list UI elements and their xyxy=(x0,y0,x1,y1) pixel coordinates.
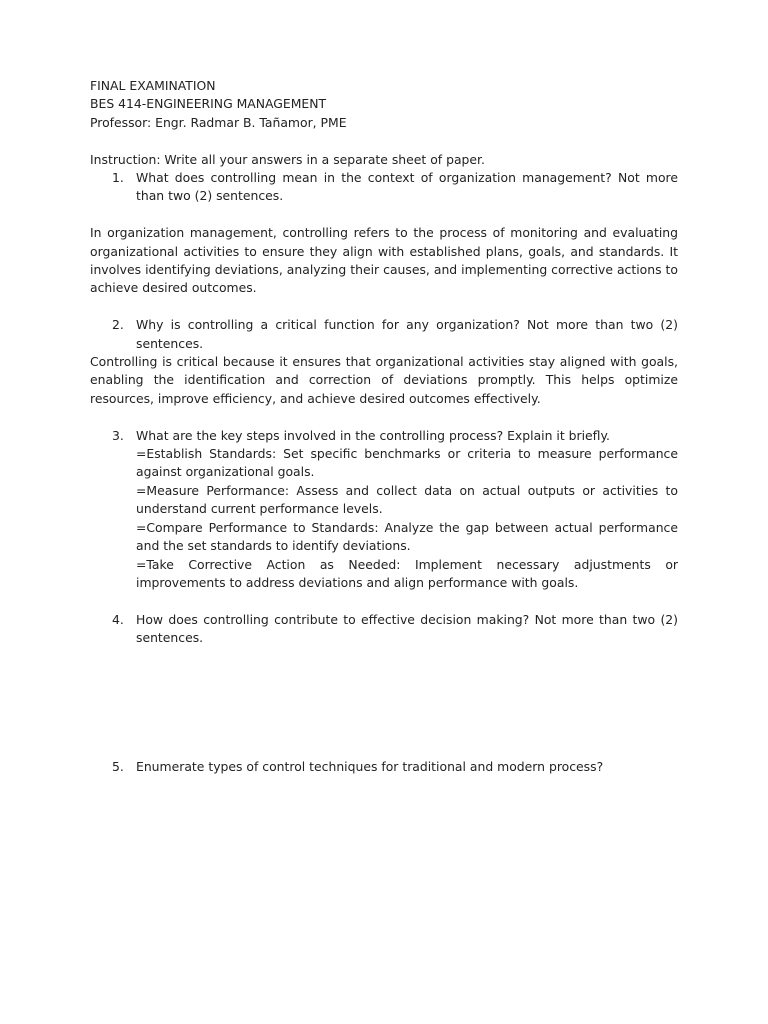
question-number: 3. xyxy=(112,427,124,443)
question-number: 4. xyxy=(112,611,124,627)
question-number: 2. xyxy=(112,317,124,333)
question-text: Why is controlling a critical function for any organization? Not more than two (2) sentences. xyxy=(136,317,678,351)
answer-2: Controlling is critical because it ensures that organizational activities stay aligned with goals, enabling the identification and correction of deviations promptly. This helps optimize resources, improve efficiency, and achieve desired outcomes effectively. xyxy=(90,354,678,406)
question-4 xyxy=(90,611,678,648)
exam-title: FINAL EXAMINATION xyxy=(90,78,216,93)
question-number: 1. xyxy=(112,170,124,186)
question-text: What does controlling mean in the context of organization management? Not more than two (2) sentences. xyxy=(136,170,678,204)
question-number: 5. xyxy=(112,758,124,774)
instruction-text: Instruction: Write all your answers in a separate sheet of paper. xyxy=(90,151,485,167)
step-measure-performance: =Measure Performance: Assess and collect data on actual outputs or activities to understand current performance levels. xyxy=(136,482,678,517)
step-corrective-action: =Take Corrective Action as Needed: Implement necessary adjustments or improvements to address deviations and align performance with goals. xyxy=(136,556,678,590)
question-text: How does controlling contribute to effective decision making? Not more than two (2) sentences. xyxy=(136,611,678,646)
step-compare-performance: =Compare Performance to Standards: Analyze the gap between actual performance and the set standards to identify deviations. xyxy=(136,519,678,554)
exam-content xyxy=(90,77,678,776)
question-2 xyxy=(90,316,678,353)
question-text: What are the key steps involved in the controlling process? Explain it briefly. xyxy=(136,427,610,443)
professor-line: Professor: Engr. Radmar B. Tañamor, PME xyxy=(90,114,347,130)
question-text: Enumerate types of control techniques for traditional and modern process? xyxy=(136,758,604,774)
step-establish-standards: =Establish Standards: Set specific benchmarks or criteria to measure performance against organizational goals. xyxy=(136,446,678,480)
course-title: BES 414-ENGINEERING MANAGEMENT xyxy=(90,96,327,112)
question-1 xyxy=(90,169,678,206)
question-5 xyxy=(90,758,678,776)
question-3 xyxy=(90,427,678,445)
answer-1: In organization management, controlling refers to the process of monitoring and evaluating organizational activities to ensure they align with established plans, goals, and standards. It involves identifying deviations, analyzing their causes, and implementing corrective actions to achieve desired outcomes. xyxy=(90,225,678,296)
